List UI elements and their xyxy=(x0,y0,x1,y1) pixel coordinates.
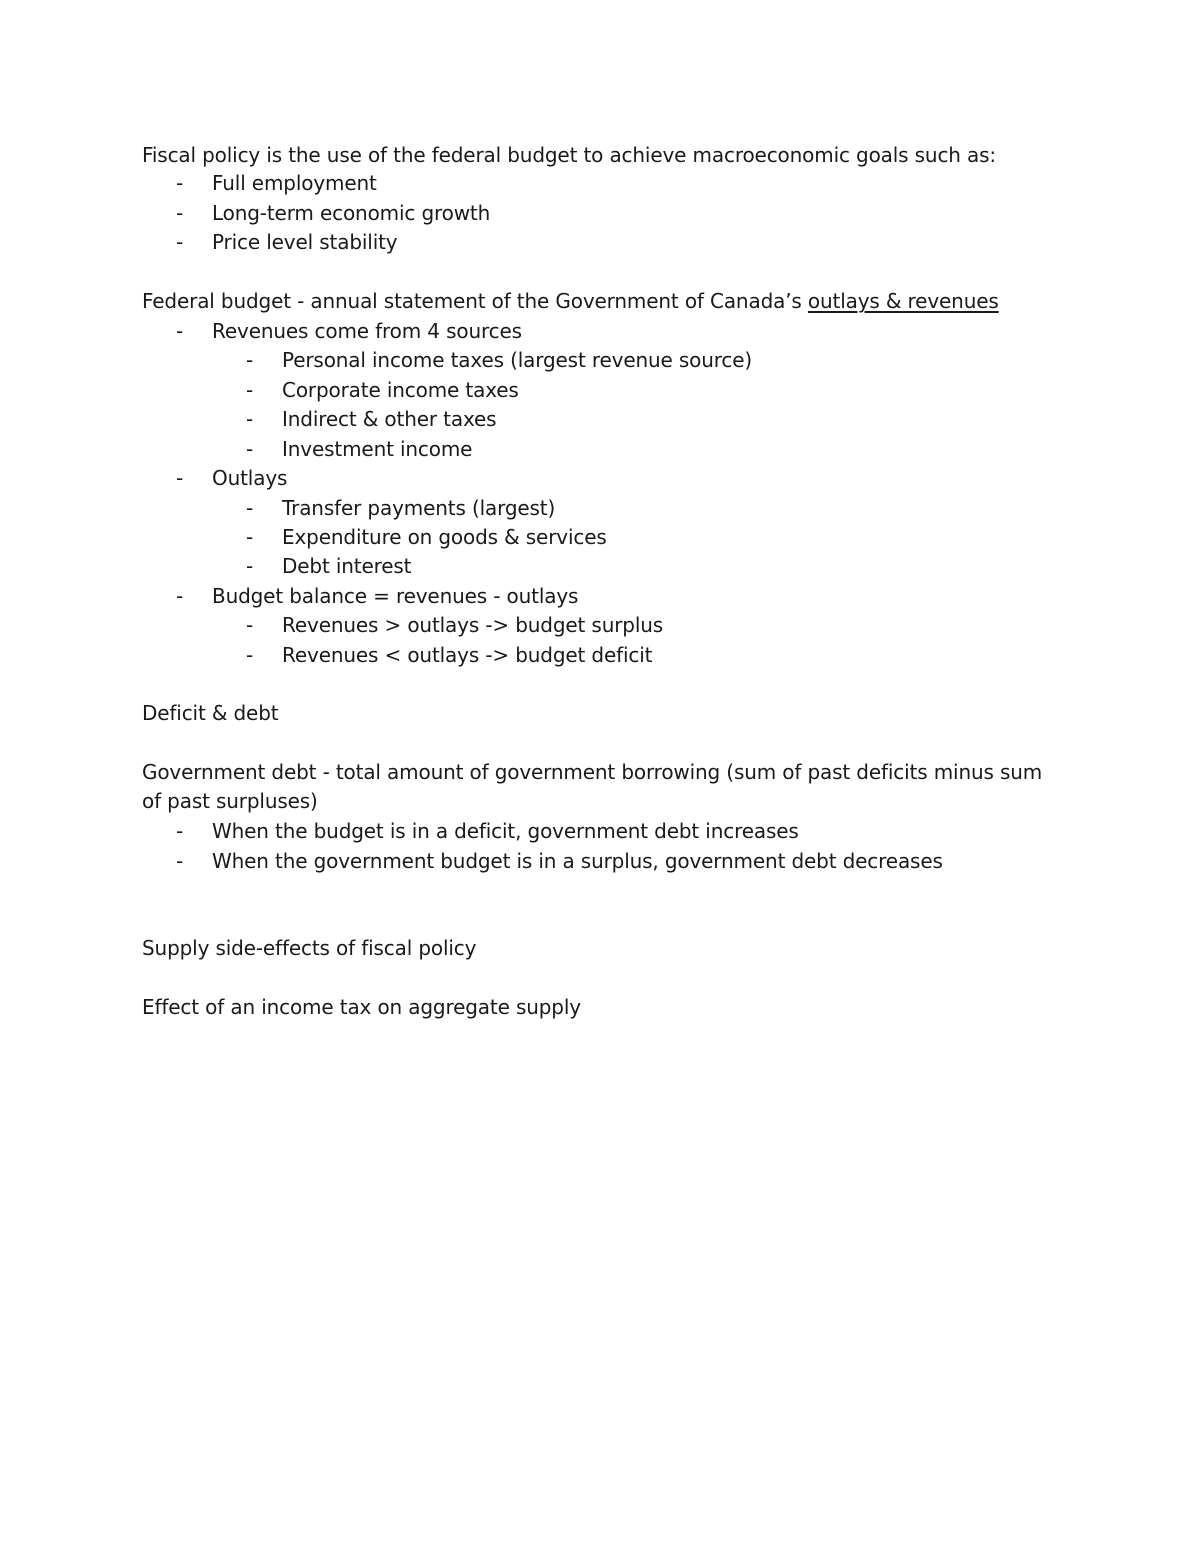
balance-item: Revenues > outlays -> budget surplus xyxy=(282,613,664,637)
federal-budget-heading xyxy=(142,287,999,317)
bullet-dash: - xyxy=(176,201,184,225)
debt-item: When the government budget is in a surplus, government debt decreases xyxy=(212,849,943,873)
outlays-revenues-underlined: outlays & revenues xyxy=(807,289,999,313)
fiscal-policy-heading: Fiscal policy is the use of the federal budget to achieve macroeconomic goals such as: xyxy=(142,143,996,167)
bullet-dash: - xyxy=(246,496,254,520)
bullet-dash: - xyxy=(246,348,254,372)
outlays-label: Outlays xyxy=(212,466,288,490)
bullet-dash: - xyxy=(246,407,254,431)
revenue-item: Investment income xyxy=(282,437,473,461)
revenue-item: Personal income taxes (largest revenue source) xyxy=(282,348,753,372)
bullet-dash: - xyxy=(176,466,184,490)
supply-side-heading: Supply side-effects of fiscal policy xyxy=(142,936,477,960)
revenue-item: Indirect & other taxes xyxy=(282,407,497,431)
bullet-dash: - xyxy=(246,643,254,667)
bullet-dash: - xyxy=(176,319,184,343)
bullet-dash: - xyxy=(246,613,254,637)
balance-item: Revenues < outlays -> budget deficit xyxy=(282,643,653,667)
federal-budget-heading-text: Federal budget - annual statement of the Government of Canada’s xyxy=(142,289,808,313)
government-debt-definition-cont: of past surpluses) xyxy=(142,789,318,813)
bullet-dash: - xyxy=(176,819,184,843)
revenue-item: Corporate income taxes xyxy=(282,378,519,402)
debt-item: When the budget is in a deficit, government debt increases xyxy=(212,819,799,843)
outlay-item: Transfer payments (largest) xyxy=(282,496,556,520)
bullet-dash: - xyxy=(246,437,254,461)
budget-balance-label: Budget balance = revenues - outlays xyxy=(212,584,579,608)
bullet-dash: - xyxy=(246,378,254,402)
bullet-dash: - xyxy=(176,171,184,195)
income-tax-heading: Effect of an income tax on aggregate supply xyxy=(142,995,581,1019)
bullet-dash: - xyxy=(246,525,254,549)
goal-item: Full employment xyxy=(212,171,377,195)
goal-item: Long-term economic growth xyxy=(212,201,491,225)
deficit-debt-heading: Deficit & debt xyxy=(142,701,279,725)
bullet-dash: - xyxy=(176,230,184,254)
revenues-label: Revenues come from 4 sources xyxy=(212,319,522,343)
goal-item: Price level stability xyxy=(212,230,398,254)
bullet-dash: - xyxy=(246,554,254,578)
bullet-dash: - xyxy=(176,849,184,873)
government-debt-definition: Government debt - total amount of government borrowing (sum of past deficits minus sum xyxy=(142,760,1043,784)
outlay-item: Expenditure on goods & services xyxy=(282,525,607,549)
bullet-dash: - xyxy=(176,584,184,608)
outlay-item: Debt interest xyxy=(282,554,412,578)
